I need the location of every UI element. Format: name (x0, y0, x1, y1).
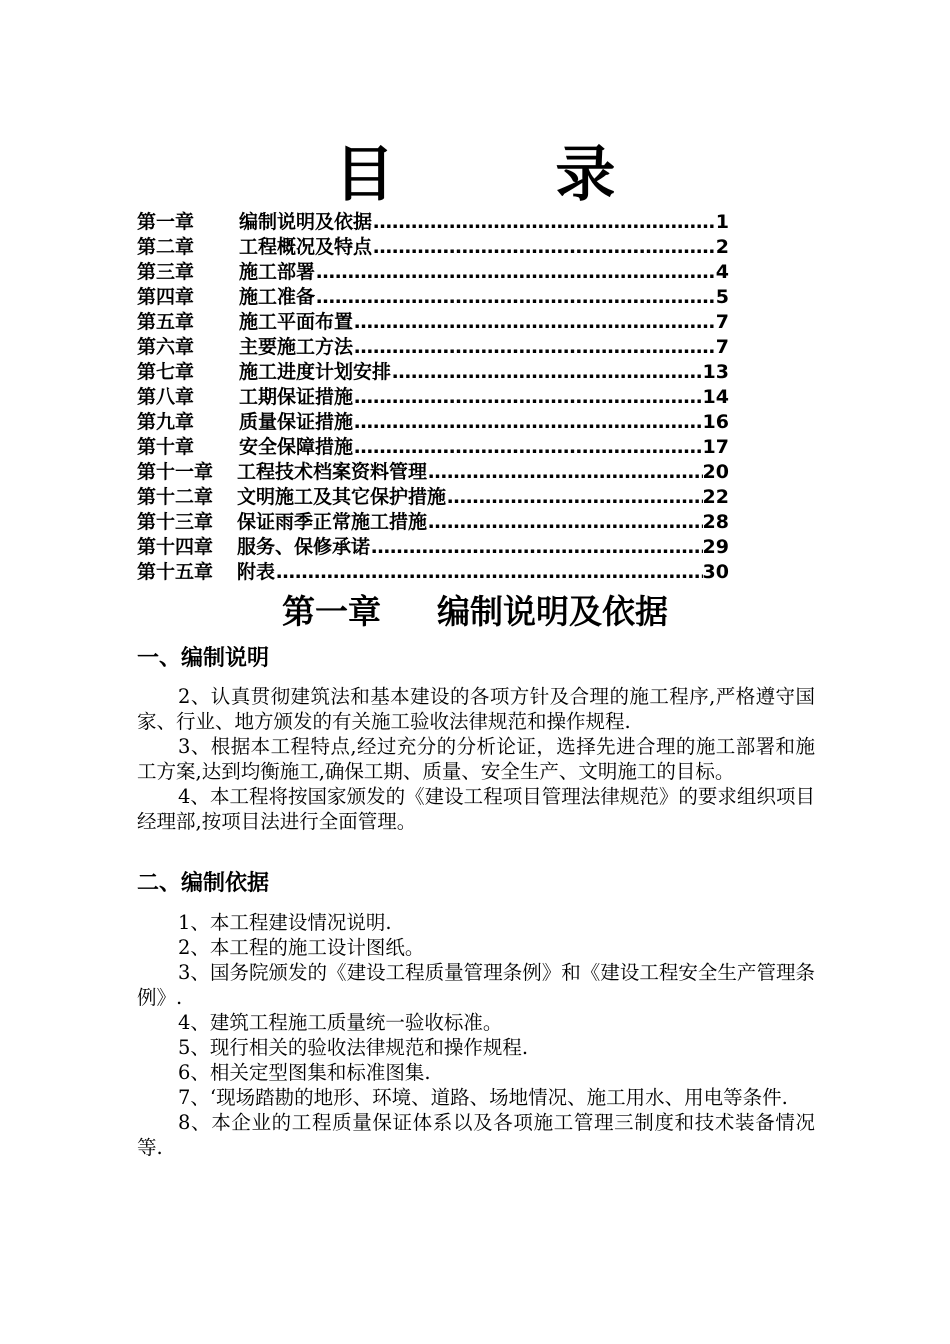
toc-chapter-number: 第四章 (137, 286, 195, 308)
paragraph: 1、本工程建设情况说明. (178, 911, 392, 934)
toc-chapter-number: 第二章 (137, 236, 195, 258)
toc-entry (137, 460, 729, 485)
toc-leader-dots (353, 335, 716, 360)
toc-entry (137, 335, 729, 360)
paragraph: 4、本工程将按国家颁发的《建设工程项目管理法律规范》的要求组织项目经理部,按项目法进行全面管理。 (137, 785, 815, 833)
chapter-heading (0, 588, 950, 636)
toc-entry (137, 535, 729, 560)
toc-chapter-name: 施工准备 (239, 286, 316, 308)
toc-entry (137, 310, 729, 335)
toc-leader-dots (391, 360, 703, 385)
toc-chapter-name: 安全保障措施 (239, 436, 354, 458)
paragraph: 3、根据本工程特点,经过充分的分析论证，选择先进合理的施工部署和施工方案,达到均衡施工,确保工期、质量、安全生产、文明施工的目标。 (137, 735, 815, 783)
toc-page-number: 2 (715, 236, 729, 258)
paragraph: 5、现行相关的验收法律规范和操作规程. (178, 1036, 529, 1059)
toc-entry (137, 485, 729, 510)
toc-chapter-name: 施工进度计划安排 (239, 361, 392, 383)
section-heading: 二、编制依据 (137, 871, 270, 896)
toc-leader-dots (372, 210, 716, 235)
toc-page-number: 1 (715, 211, 729, 233)
toc-leader-dots (372, 235, 716, 260)
toc-chapter-name: 工程技术档案资料管理 (237, 461, 428, 483)
toc-entry (137, 385, 729, 410)
toc-chapter-name: 质量保证措施 (239, 411, 354, 433)
toc-leader-dots (370, 535, 703, 560)
toc-page-number: 29 (702, 536, 729, 558)
paragraph: 2、本工程的施工设计图纸。 (178, 936, 425, 959)
toc-entry (137, 510, 729, 535)
toc-page-number: 22 (702, 486, 729, 508)
toc-page-number: 5 (715, 286, 729, 308)
toc-chapter-number: 第八章 (137, 386, 195, 408)
chapter-name: 编制说明及依据 (437, 592, 668, 631)
toc-page-number: 14 (702, 386, 729, 408)
toc-leader-dots (315, 260, 716, 285)
toc-page-number: 28 (702, 511, 729, 533)
toc-entry (137, 260, 729, 285)
toc-title: 目 录 (334, 140, 686, 210)
toc-page-number: 30 (702, 561, 729, 583)
toc-leader-dots (315, 285, 716, 310)
toc-leader-dots (446, 485, 703, 510)
table-of-contents (137, 210, 729, 585)
toc-page-number: 4 (715, 261, 729, 283)
toc-leader-dots (353, 435, 703, 460)
toc-page-number: 17 (702, 436, 729, 458)
toc-entry (137, 435, 729, 460)
toc-chapter-number: 第七章 (137, 361, 195, 383)
paragraph: 8、本企业的工程质量保证体系以及各项施工管理三制度和技术装备情况等. (137, 1111, 815, 1159)
toc-leader-dots (353, 410, 703, 435)
toc-page-number: 7 (715, 336, 729, 358)
toc-entry (137, 560, 729, 585)
section-heading: 一、编制说明 (137, 646, 270, 671)
toc-chapter-name: 主要施工方法 (239, 336, 354, 358)
toc-leader-dots (353, 310, 716, 335)
toc-chapter-name: 保证雨季正常施工措施 (237, 511, 428, 533)
toc-chapter-number: 第六章 (137, 336, 195, 358)
toc-page-number: 7 (715, 311, 729, 333)
toc-leader-dots (353, 385, 703, 410)
toc-chapter-name: 施工部署 (239, 261, 316, 283)
toc-chapter-name: 工程概况及特点 (239, 236, 373, 258)
paragraph: 4、建筑工程施工质量统一验收标准。 (178, 1011, 503, 1034)
toc-chapter-name: 文明施工及其它保护措施 (237, 486, 447, 508)
toc-chapter-number: 第十二章 (137, 486, 214, 508)
toc-entry (137, 410, 729, 435)
toc-entry (137, 360, 729, 385)
toc-chapter-name: 服务、保修承诺 (237, 536, 371, 558)
toc-chapter-number: 第十三章 (137, 511, 214, 533)
toc-chapter-number: 第九章 (137, 411, 195, 433)
toc-leader-dots (427, 510, 703, 535)
toc-leader-dots (427, 460, 703, 485)
toc-chapter-number: 第十五章 (137, 561, 214, 583)
toc-page-number: 13 (702, 361, 729, 383)
toc-chapter-number: 第一章 (137, 211, 195, 233)
toc-entry (137, 285, 729, 310)
toc-page-number: 16 (702, 411, 729, 433)
toc-chapter-name: 附表 (237, 561, 276, 583)
toc-leader-dots (275, 560, 703, 585)
toc-chapter-number: 第十四章 (137, 536, 214, 558)
toc-chapter-number: 第五章 (137, 311, 195, 333)
paragraph: 2、认真贯彻建筑法和基本建设的各项方针及合理的施工程序,严格遵守国家、行业、地方颁发的有关施工验收法律规范和操作规程. (137, 685, 815, 733)
toc-chapter-name: 工期保证措施 (239, 386, 354, 408)
section-body (137, 684, 815, 834)
paragraph: 7、‘现场踏勘的地形、环境、道路、场地情况、施工用水、用电等条件. (178, 1086, 788, 1109)
toc-page-number: 20 (702, 461, 729, 483)
toc-entry (137, 210, 729, 235)
toc-chapter-name: 施工平面布置 (239, 311, 354, 333)
toc-entry (137, 235, 729, 260)
paragraph: 3、国务院颁发的《建设工程质量管理条例》和《建设工程安全生产管理条例》. (137, 961, 815, 1009)
section-body (137, 910, 815, 1160)
toc-chapter-number: 第三章 (137, 261, 195, 283)
toc-chapter-name: 编制说明及依据 (239, 211, 373, 233)
toc-chapter-number: 第十章 (137, 436, 195, 458)
paragraph: 6、相关定型图集和标准图集. (178, 1061, 431, 1084)
chapter-number: 第一章 (282, 592, 381, 631)
toc-chapter-number: 第十一章 (137, 461, 214, 483)
